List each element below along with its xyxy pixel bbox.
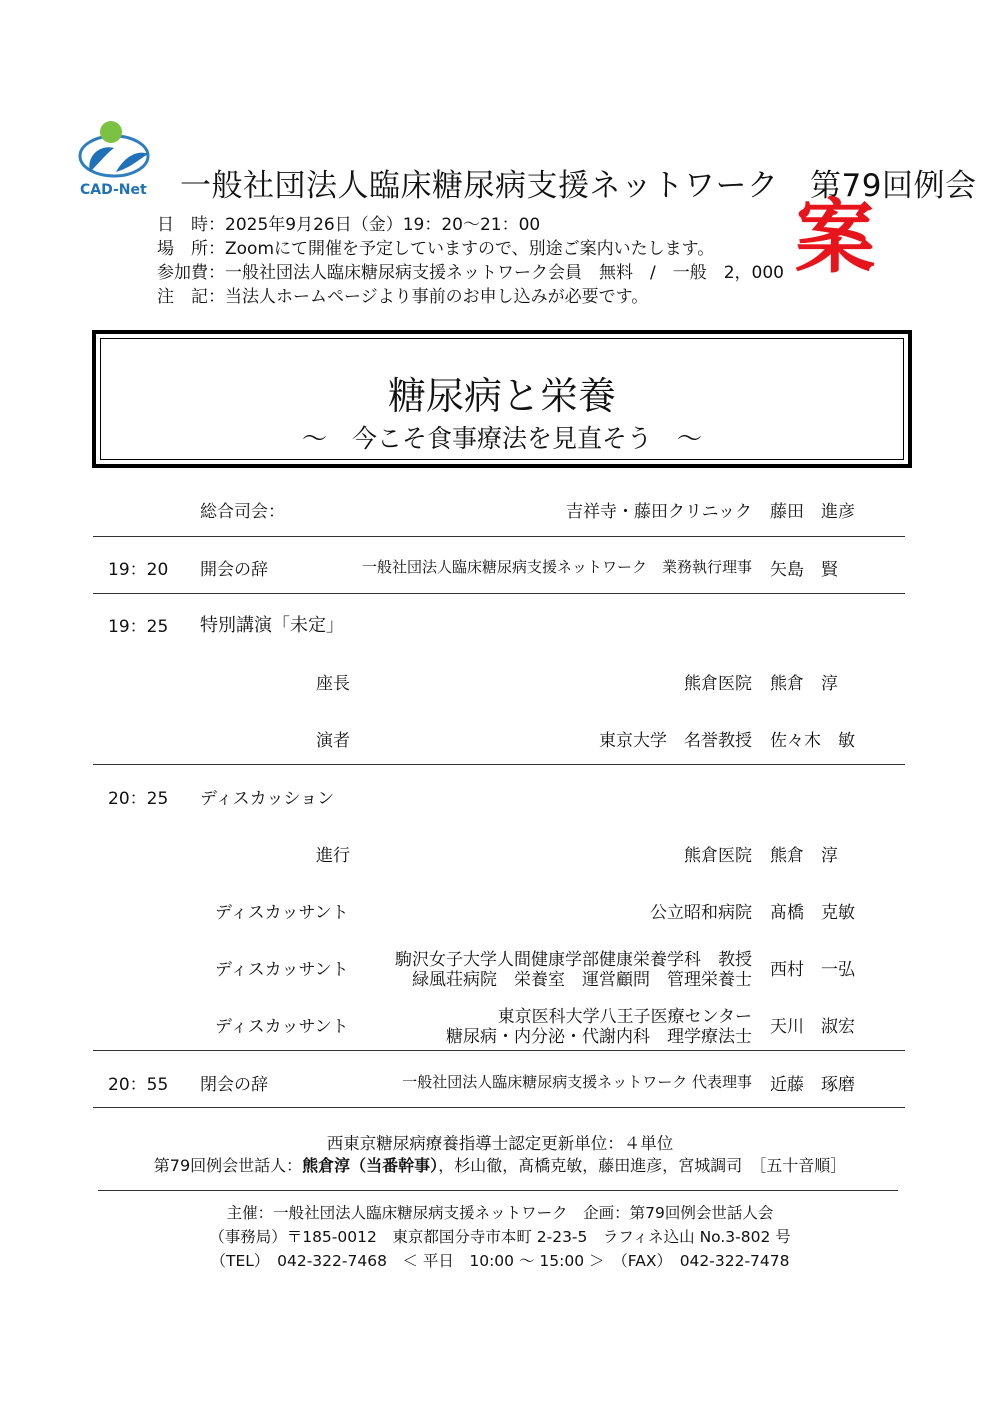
place-line: 場 所：Zoomにて開催を予定していますので、別途ご案内いたします。 [157,239,715,259]
organizers-line [0,1153,1000,1176]
banner-subtitle: ～ 今こそ食事療法を見直そう ～ [301,424,702,453]
discussant-affiliation: 公立昭和病院 [650,903,752,923]
fee-line: 参加費：一般社団法人臨床糖尿病支援ネットワーク会員 無料 / 一般 2，000 [157,263,784,283]
meeting-title: 一般社団法人臨床糖尿病支援ネットワーク 第79回例会 [180,168,977,204]
opening-label: 開会の辞 [200,560,268,580]
organizers-lead: 熊倉淳（当番幹事） [302,1156,439,1175]
moderator-affiliation: 熊倉医院 [684,846,752,866]
footer-address: （事務局）〒185-0012 東京都国分寺市本町 2-23-5 ラフィネ込山 No.3-802 号 [209,1228,791,1246]
mc-affiliation: 吉祥寺・藤田クリニック [566,502,752,522]
divider [93,536,905,537]
discussion-time: 20：25 [108,789,169,809]
speaker-name: 佐々木 敏 [770,731,855,751]
credit-units: 西東京糖尿病療養指導士認定更新単位：４単位 [326,1134,674,1153]
lecture-label: 特別講演「未定」 [200,615,344,636]
chair-affiliation: 熊倉医院 [684,674,752,694]
opening-affiliation: 一般社団法人臨床糖尿病支援ネットワーク 業務執行理事 [361,558,752,576]
chair-name: 熊倉 淳 [770,674,838,694]
discussant-name: 髙橋 克敏 [770,903,855,923]
divider [93,764,905,765]
discussant-affiliation: 駒沢女子大学人間健康学部健康栄養学科 教授 [395,950,752,970]
lecture-time: 19：25 [108,617,169,637]
organizers-prefix: 第79回例会世話人： [153,1156,303,1175]
footer-contact: （TEL） 042-322-7468 ＜ 平日 10:00 ～ 15:00 ＞ （FAX） 042-322-7478 [210,1252,790,1270]
discussant-role: ディスカッサント [215,960,349,980]
discussant-role: ディスカッサント [215,903,349,923]
date-line: 日 時：2025年9月26日（金）19：20～21：00 [157,215,541,235]
discussant-affiliation: 糖尿病・内分泌・代謝内科 理学療法士 [446,1027,752,1047]
opening-name: 矢島 賢 [770,560,838,580]
moderator-role: 進行 [316,846,350,866]
discussant-name: 天川 淑宏 [770,1017,855,1037]
mc-label: 総合司会： [200,502,285,522]
closing-affiliation: 一般社団法人臨床糖尿病支援ネットワーク 代表理事 [402,1073,752,1091]
speaker-role: 演者 [316,731,350,751]
closing-name: 近藤 琢磨 [770,1075,855,1095]
closing-label: 閉会の辞 [200,1075,268,1095]
speaker-affiliation: 東京大学 名誉教授 [599,731,752,751]
divider [93,1107,905,1108]
closing-time: 20：55 [108,1075,169,1095]
discussant-affiliation: 緑風荘病院 栄養室 運営顧問 管理栄養士 [412,970,752,990]
title-banner [92,330,912,468]
footer-organizer: 主催：一般社団法人臨床糖尿病支援ネットワーク 企画：第79回例会世話人会 [226,1204,774,1222]
discussant-name: 西村 一弘 [770,960,855,980]
banner-title: 糖尿病と栄養 [387,374,616,418]
discussant-affiliation: 東京医科大学八王子医療センター [497,1007,752,1027]
chair-role: 座長 [316,674,350,694]
moderator-name: 熊倉 淳 [770,846,838,866]
mc-name: 藤田 進彦 [770,502,855,522]
discussion-label: ディスカッション [200,789,335,809]
divider [93,1050,905,1051]
opening-time: 19：20 [108,560,169,580]
divider [93,593,905,594]
note-line: 注 記：当法人ホームページより事前のお申し込みが必要です。 [157,287,649,307]
logo-text: CAD-Net [80,182,147,198]
organizers-rest: ，杉山徹，髙橋克敏，藤田進彦，宮城調司 ［五十音順］ [438,1156,847,1175]
discussant-role: ディスカッサント [215,1017,349,1037]
footer-divider [98,1190,898,1191]
draft-stamp: 案 [795,191,875,284]
cad-net-logo [76,120,154,200]
